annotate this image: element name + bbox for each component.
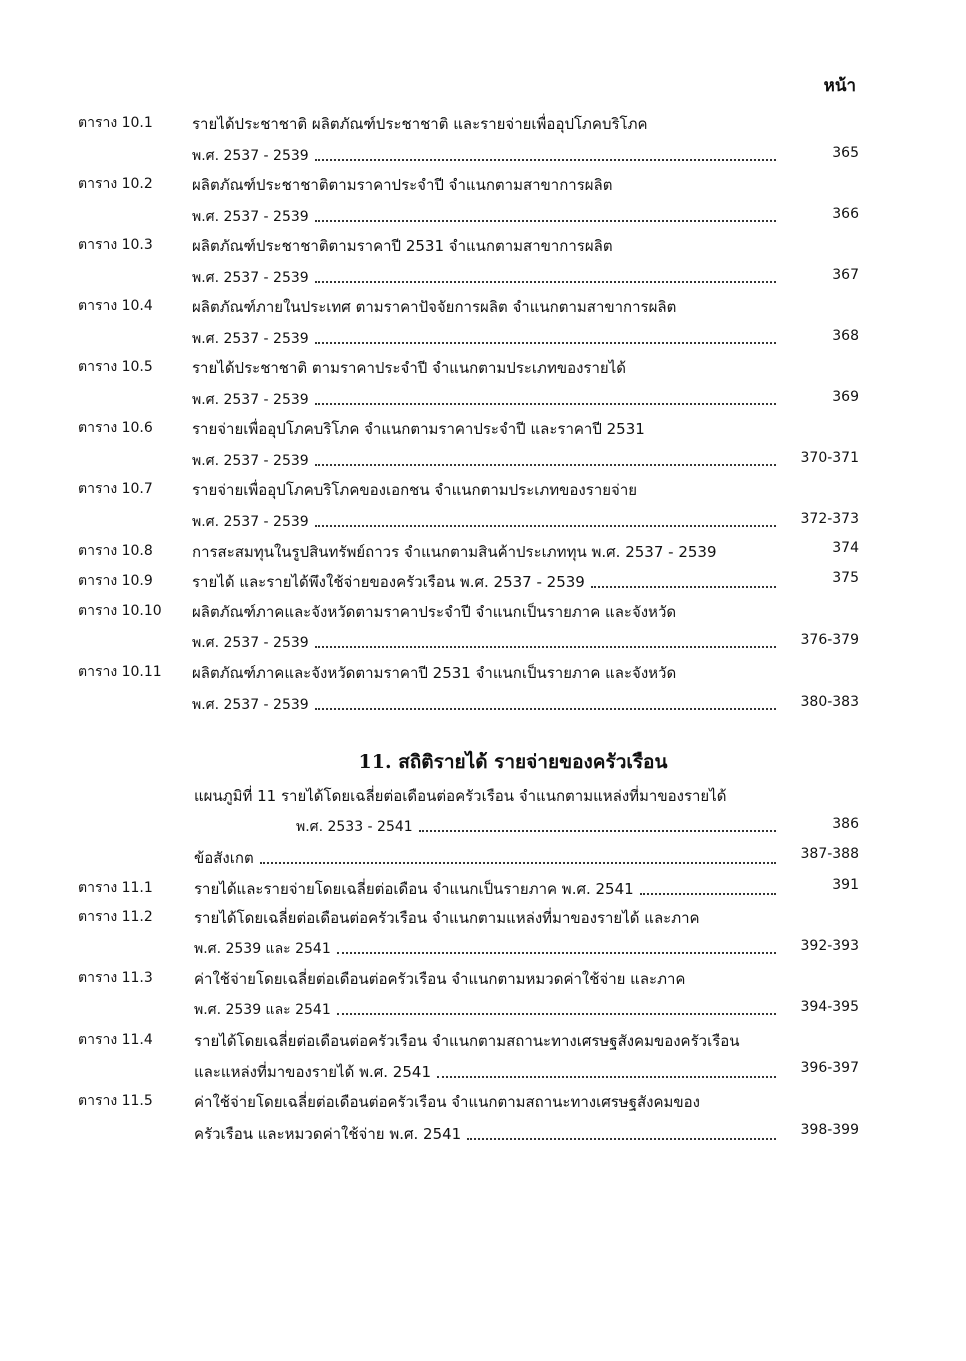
entry-title: รายได้ประชาชาติ ผลิตภัณฑ์ประชาชาติ และรายจ่ายเพื่ออุปโภคบริโภค bbox=[192, 115, 648, 133]
entry-title: รายได้โดยเฉลี่ยต่อเดือนต่อครัวเรือน จำแนกตามสถานะทางเศรษฐสังคมของครัวเรือน bbox=[194, 1032, 740, 1050]
entry-page: 391 bbox=[832, 877, 859, 893]
entry-years: พ.ศ. 2533 - 2541 bbox=[296, 819, 413, 835]
entry-label: ตาราง 11.5 bbox=[78, 1093, 153, 1109]
entry-title: ผลิตภัณฑ์ภาคและจังหวัดตามราคาประจำปี จำแนกเป็นรายภาค และจังหวัด bbox=[192, 603, 677, 621]
entry-label: ตาราง 10.9 bbox=[78, 573, 153, 589]
entry-title: ผลิตภัณฑ์ภาคและจังหวัดตามราคาปี 2531 จำแนกเป็นรายภาค และจังหวัด bbox=[192, 664, 677, 682]
entry-label: ตาราง 10.7 bbox=[78, 481, 153, 497]
dot-leader bbox=[260, 861, 776, 864]
entry-years: ครัวเรือน และหมวดค่าใช้จ่าย พ.ศ. 2541 bbox=[194, 1125, 462, 1143]
dot-leader bbox=[315, 219, 776, 222]
entry-page: 369 bbox=[832, 389, 859, 405]
section-title: 11. สถิติรายได้ รายจ่ายของครัวเรือน bbox=[358, 751, 668, 773]
entry-title: ผลิตภัณฑ์ประชาชาติตามราคาปี 2531 จำแนกตามสาขาการผลิต bbox=[192, 237, 613, 255]
entry-title: ผลิตภัณฑ์ภายในประเทศ ตามราคาปัจจัยการผลิต จำแนกตามสาขาการผลิต bbox=[192, 298, 677, 316]
entry-years: พ.ศ. 2539 และ 2541 bbox=[194, 1002, 331, 1018]
page-label: หน้า bbox=[823, 76, 856, 96]
entry-label: ตาราง 10.10 bbox=[78, 603, 162, 619]
dot-leader bbox=[337, 1012, 776, 1015]
entry-years: พ.ศ. 2537 - 2539 bbox=[192, 209, 309, 225]
entry-years: พ.ศ. 2537 - 2539 bbox=[192, 148, 309, 164]
entry-title: รายจ่ายเพื่ออุปโภคบริโภค จำแนกตามราคาประจำปี และราคาปี 2531 bbox=[192, 420, 645, 438]
entry-years: พ.ศ. 2537 - 2539 bbox=[192, 331, 309, 347]
dot-leader bbox=[640, 892, 776, 895]
dot-leader bbox=[337, 951, 776, 954]
dot-leader bbox=[315, 402, 776, 405]
entry-page: 396-397 bbox=[800, 1060, 859, 1076]
dot-leader bbox=[315, 158, 776, 161]
entry-page: 374 bbox=[832, 540, 859, 556]
dot-leader bbox=[467, 1137, 776, 1140]
dot-leader bbox=[315, 463, 776, 466]
entry-title: ผลิตภัณฑ์ประชาชาติตามราคาประจำปี จำแนกตามสาขาการผลิต bbox=[192, 176, 613, 194]
entry-label: ตาราง 10.2 bbox=[78, 176, 153, 192]
entry-years: พ.ศ. 2539 และ 2541 bbox=[194, 941, 331, 957]
entry-years: พ.ศ. 2537 - 2539 bbox=[192, 453, 309, 469]
entry-title: แผนภูมิที่ 11 รายได้โดยเฉลี่ยต่อเดือนต่อครัวเรือน จำแนกตามแหล่งที่มาของรายได้ bbox=[194, 787, 727, 805]
entry-label: ตาราง 11.3 bbox=[78, 970, 153, 986]
entry-label: ตาราง 10.5 bbox=[78, 359, 153, 375]
entry-title: รายจ่ายเพื่ออุปโภคบริโภคของเอกชน จำแนกตามประเภทของรายจ่าย bbox=[192, 481, 638, 499]
entry-years: และแหล่งที่มาของรายได้ พ.ศ. 2541 bbox=[194, 1063, 431, 1081]
dot-leader bbox=[437, 1075, 776, 1078]
entry-page: 367 bbox=[832, 267, 859, 283]
entry-title: รายได้โดยเฉลี่ยต่อเดือนต่อครัวเรือน จำแนกตามแหล่งที่มาของรายได้ และภาค bbox=[194, 909, 700, 927]
dot-leader bbox=[591, 585, 776, 588]
entry-page: 387-388 bbox=[800, 846, 859, 862]
entry-label: ตาราง 10.6 bbox=[78, 420, 153, 436]
entry-title: รายได้ และรายได้พึงใช้จ่ายของครัวเรือน พ.ศ. 2537 - 2539 bbox=[192, 573, 585, 591]
entry-label: ตาราง 10.1 bbox=[78, 115, 153, 131]
entry-page: 392-393 bbox=[800, 938, 859, 954]
entry-page: 398-399 bbox=[800, 1122, 859, 1138]
entry-title: ค่าใช้จ่ายโดยเฉลี่ยต่อเดือนต่อครัวเรือน จำแนกตามสถานะทางเศรษฐสังคมของ bbox=[194, 1093, 700, 1111]
entry-title: ค่าใช้จ่ายโดยเฉลี่ยต่อเดือนต่อครัวเรือน จำแนกตามหมวดค่าใช้จ่าย และภาค bbox=[194, 970, 686, 988]
entry-page: 394-395 bbox=[800, 999, 859, 1015]
entry-title: ข้อสังเกต bbox=[194, 849, 254, 867]
dot-leader bbox=[315, 524, 776, 527]
entry-page: 368 bbox=[832, 328, 859, 344]
entry-page: 372-373 bbox=[800, 511, 859, 527]
entry-page: 370-371 bbox=[800, 450, 859, 466]
entry-label: ตาราง 11.1 bbox=[78, 880, 153, 896]
entry-label: ตาราง 10.11 bbox=[78, 664, 162, 680]
entry-title: รายได้ประชาชาติ ตามราคาประจำปี จำแนกตามประเภทของรายได้ bbox=[192, 359, 626, 377]
dot-leader bbox=[315, 341, 776, 344]
entry-page: 365 bbox=[832, 145, 859, 161]
entry-years: พ.ศ. 2537 - 2539 bbox=[192, 392, 309, 408]
entry-page: 380-383 bbox=[800, 694, 859, 710]
entry-years: พ.ศ. 2537 - 2539 bbox=[192, 635, 309, 651]
entry-years: พ.ศ. 2537 - 2539 bbox=[192, 697, 309, 713]
entry-page: 376-379 bbox=[800, 632, 859, 648]
entry-page: 386 bbox=[832, 816, 859, 832]
entry-years: พ.ศ. 2537 - 2539 bbox=[192, 514, 309, 530]
entry-page: 366 bbox=[832, 206, 859, 222]
entry-title: การสะสมทุนในรูปสินทรัพย์ถาวร จำแนกตามสินค้าประเภททุน พ.ศ. 2537 - 2539 bbox=[192, 543, 717, 561]
entry-label: ตาราง 11.4 bbox=[78, 1032, 153, 1048]
dot-leader bbox=[315, 707, 776, 710]
dot-leader bbox=[315, 645, 776, 648]
dot-leader bbox=[315, 280, 776, 283]
entry-page: 375 bbox=[832, 570, 859, 586]
entry-label: ตาราง 11.2 bbox=[78, 909, 153, 925]
entry-label: ตาราง 10.3 bbox=[78, 237, 153, 253]
entry-label: ตาราง 10.8 bbox=[78, 543, 153, 559]
dot-leader bbox=[419, 829, 776, 832]
entry-title: รายได้และรายจ่ายโดยเฉลี่ยต่อเดือน จำแนกเป็นรายภาค พ.ศ. 2541 bbox=[194, 880, 634, 898]
entry-label: ตาราง 10.4 bbox=[78, 298, 153, 314]
entry-years: พ.ศ. 2537 - 2539 bbox=[192, 270, 309, 286]
